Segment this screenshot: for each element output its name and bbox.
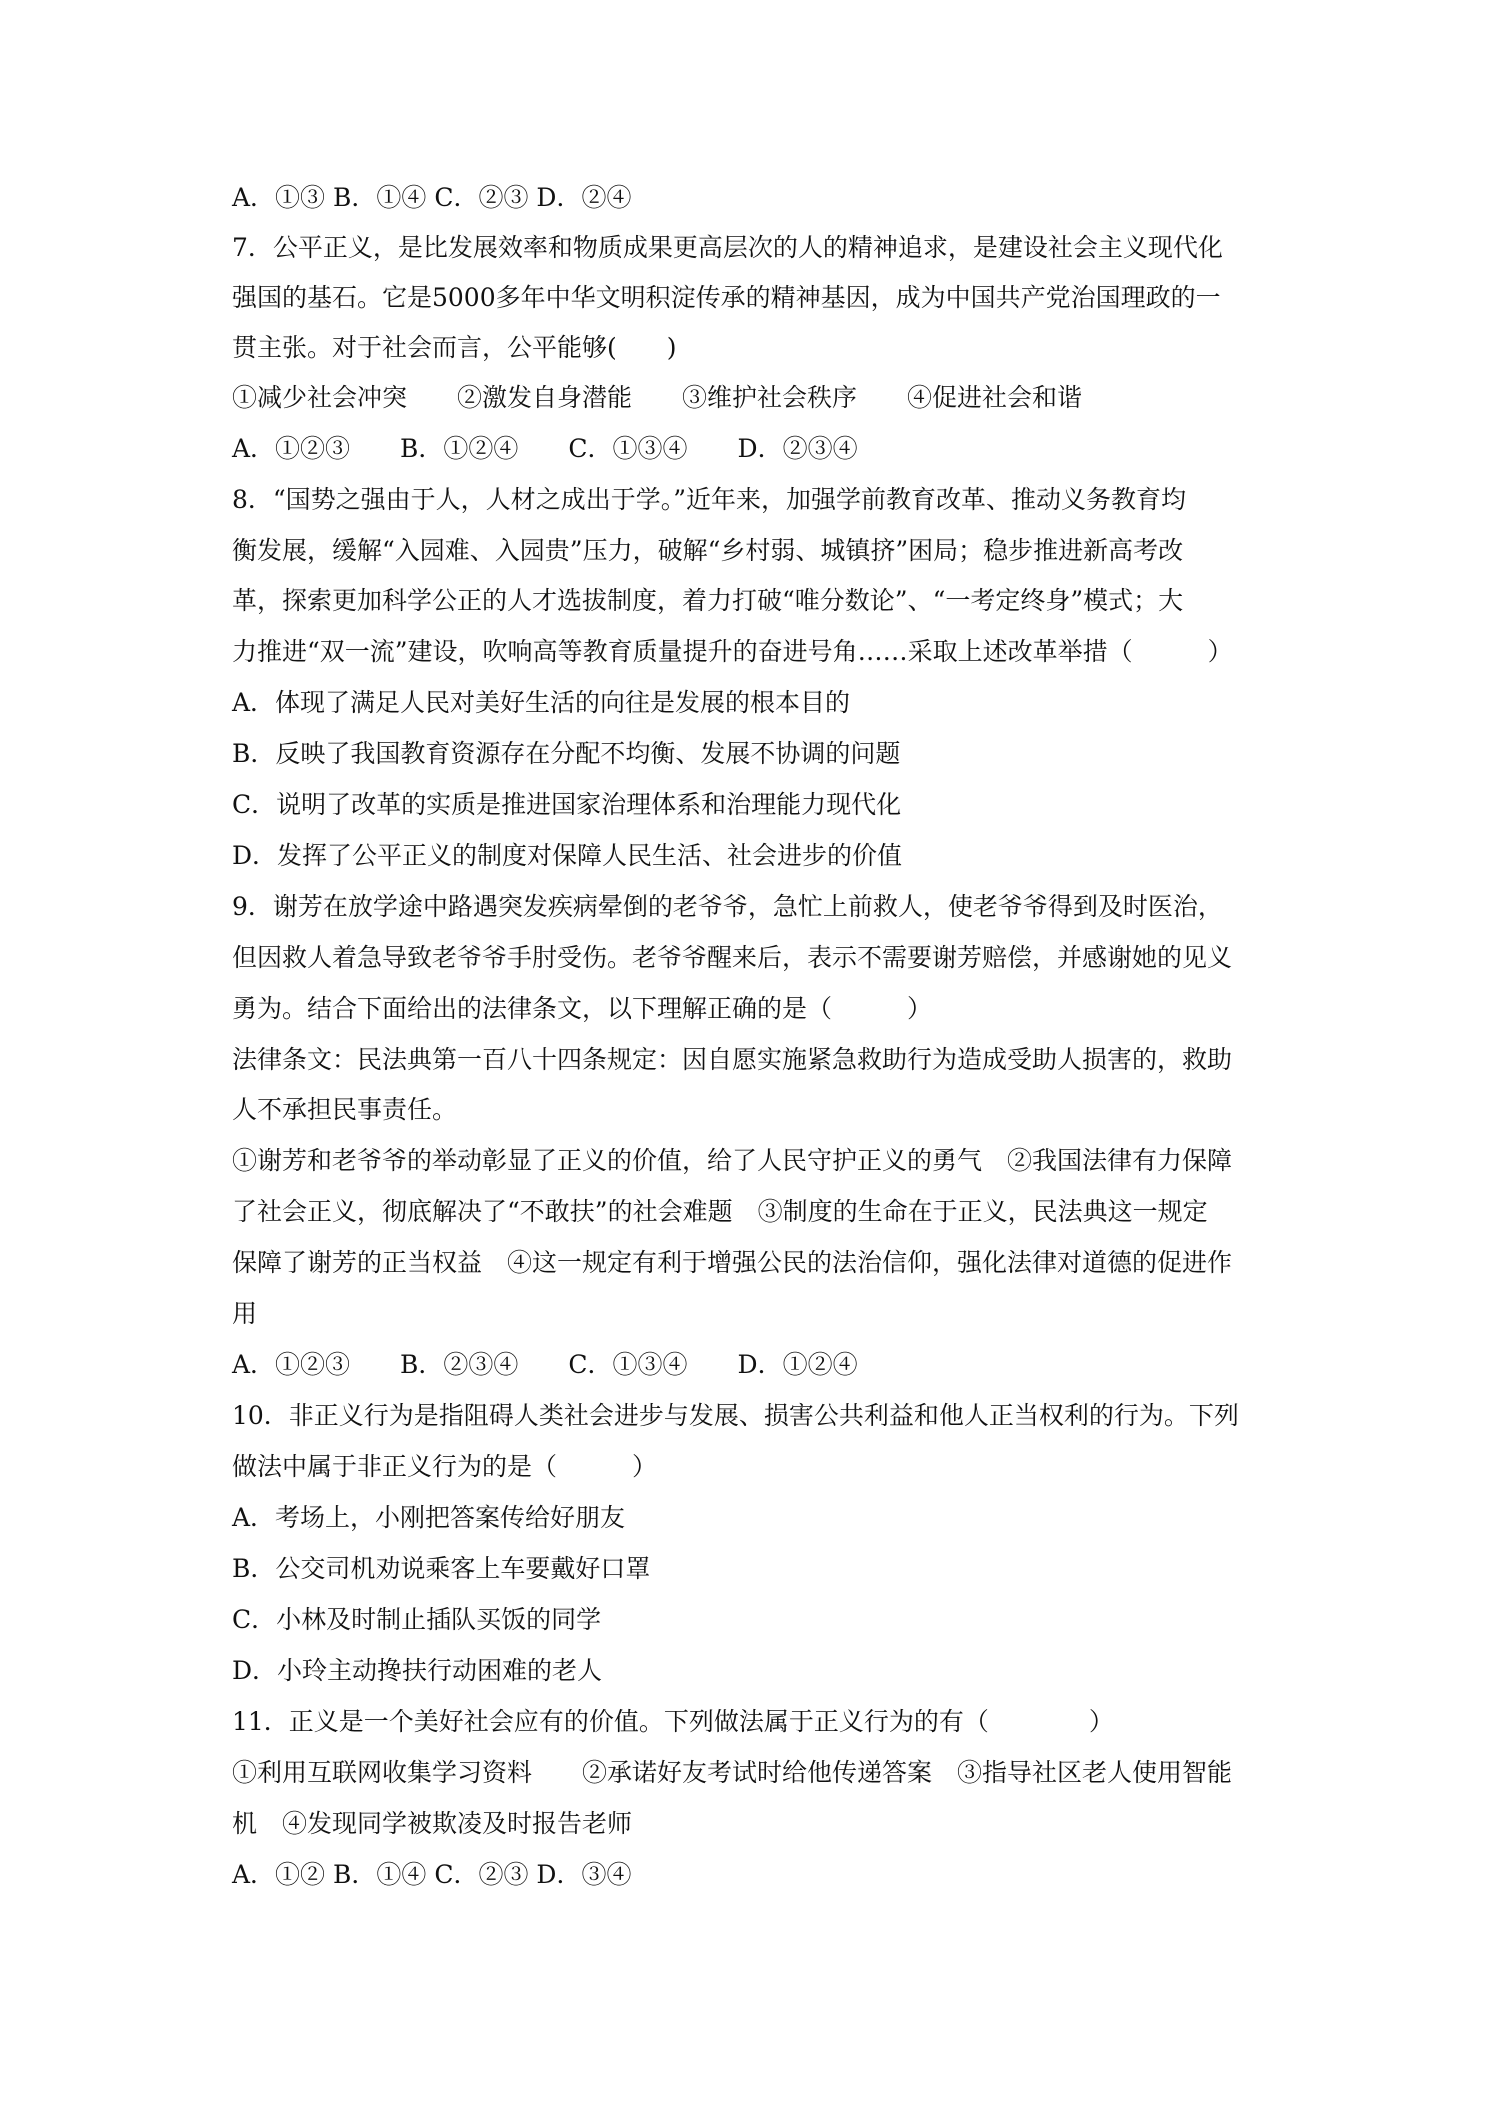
q9-stem-line-3: 勇为。结合下面给出的法律条文，以下理解正确的是（ ） [232, 994, 933, 1023]
q10-option-c: C．小林及时制止插队买饭的同学 [232, 1605, 602, 1634]
q11-answer-options: A．①② B．①④ C．②③ D．③④ [232, 1860, 632, 1889]
q7-stem-line-3: 贯主张。对于社会而言，公平能够( ) [232, 333, 677, 362]
q9-statements-line-4: 用 [232, 1299, 258, 1328]
q8-stem-line-1: 8．“国势之强由于人，人材之成出于学。”近年来，加强学前教育改革、推动义务教育均 [232, 485, 1186, 514]
q10-option-b: B．公交司机劝说乘客上车要戴好口罩 [232, 1554, 651, 1583]
q11-statements-line-1: ①利用互联网收集学习资料 ②承诺好友考试时给他传递答案 ③指导社区老人使用智能 [232, 1758, 1233, 1787]
q8-stem-line-4: 力推进“双一流”建设，吹响高等教育质量提升的奋进号角……采取上述改革举措（ ） [232, 637, 1233, 666]
q8-stem-line-3: 革，探索更加科学公正的人才选拔制度，着力打破“唯分数论”、“一考定终身”模式；大 [232, 586, 1184, 615]
q9-answer-options: A．①②③ B．②③④ C．①③④ D．①②④ [232, 1350, 858, 1379]
q8-option-d: D．发挥了公平正义的制度对保障人民生活、社会进步的价值 [232, 841, 903, 870]
q10-stem-line-2: 做法中属于非正义行为的是（ ） [232, 1452, 658, 1481]
q9-statements-line-3: 保障了谢芳的正当权益 ④这一规定有利于增强公民的法治信仰，强化法律对道德的促进作 [232, 1248, 1233, 1277]
q7-stem-line-1: 7．公平正义，是比发展效率和物质成果更高层次的人的精神追求，是建设社会主义现代化 [232, 233, 1223, 262]
q7-statements: ①减少社会冲突 ②激发自身潜能 ③维护社会秩序 ④促进社会和谐 [232, 383, 1083, 412]
q7-answer-options: A．①②③ B．①②④ C．①③④ D．②③④ [232, 434, 858, 463]
q10-option-d: D．小玲主动搀扶行动困难的老人 [232, 1656, 603, 1685]
q8-option-b: B．反映了我国教育资源存在分配不均衡、发展不协调的问题 [232, 739, 901, 768]
q10-option-a: A．考场上，小刚把答案传给好朋友 [232, 1503, 626, 1532]
q9-statements-line-1: ①谢芳和老爷爷的举动彰显了正义的价值，给了人民守护正义的勇气 ②我国法律有力保障 [232, 1146, 1233, 1175]
q8-option-c: C．说明了改革的实质是推进国家治理体系和治理能力现代化 [232, 790, 902, 819]
q9-stem-line-2: 但因救人着急导致老爷爷手肘受伤。老爷爷醒来后，表示不需要谢芳赔偿，并感谢她的见义 [232, 943, 1233, 972]
q9-law-text-line-2: 人不承担民事责任。 [232, 1095, 458, 1124]
q9-stem-line-1: 9．谢芳在放学途中路遇突发疾病晕倒的老爷爷，急忙上前救人，使老爷爷得到及时医治， [232, 892, 1223, 921]
q8-option-a: A．体现了满足人民对美好生活的向往是发展的根本目的 [232, 688, 851, 717]
q8-stem-line-2: 衡发展，缓解“入园难、入园贵”压力，破解“乡村弱、城镇挤”困局；稳步推进新高考改 [232, 536, 1184, 565]
q9-law-text-line-1: 法律条文：民法典第一百八十四条规定：因自愿实施紧急救助行为造成受助人损害的，救助 [232, 1045, 1233, 1074]
q10-stem-line-1: 10．非正义行为是指阻碍人类社会进步与发展、损害公共利益和他人正当权利的行为。下列 [232, 1401, 1239, 1430]
q11-statements-line-2: 机 ④发现同学被欺凌及时报告老师 [232, 1809, 633, 1838]
q7-stem-line-2: 强国的基石。它是5000多年中华文明积淀传承的精神基因，成为中国共产党治国理政的一 [232, 283, 1221, 312]
q11-stem: 11．正义是一个美好社会应有的价值。下列做法属于正义行为的有（ ） [232, 1707, 1114, 1736]
q9-statements-line-2: 了社会正义，彻底解决了“不敢扶”的社会难题 ③制度的生命在于正义，民法典这一规定 [232, 1197, 1208, 1226]
q6-answer-options: A．①③ B．①④ C．②③ D．②④ [232, 183, 632, 212]
